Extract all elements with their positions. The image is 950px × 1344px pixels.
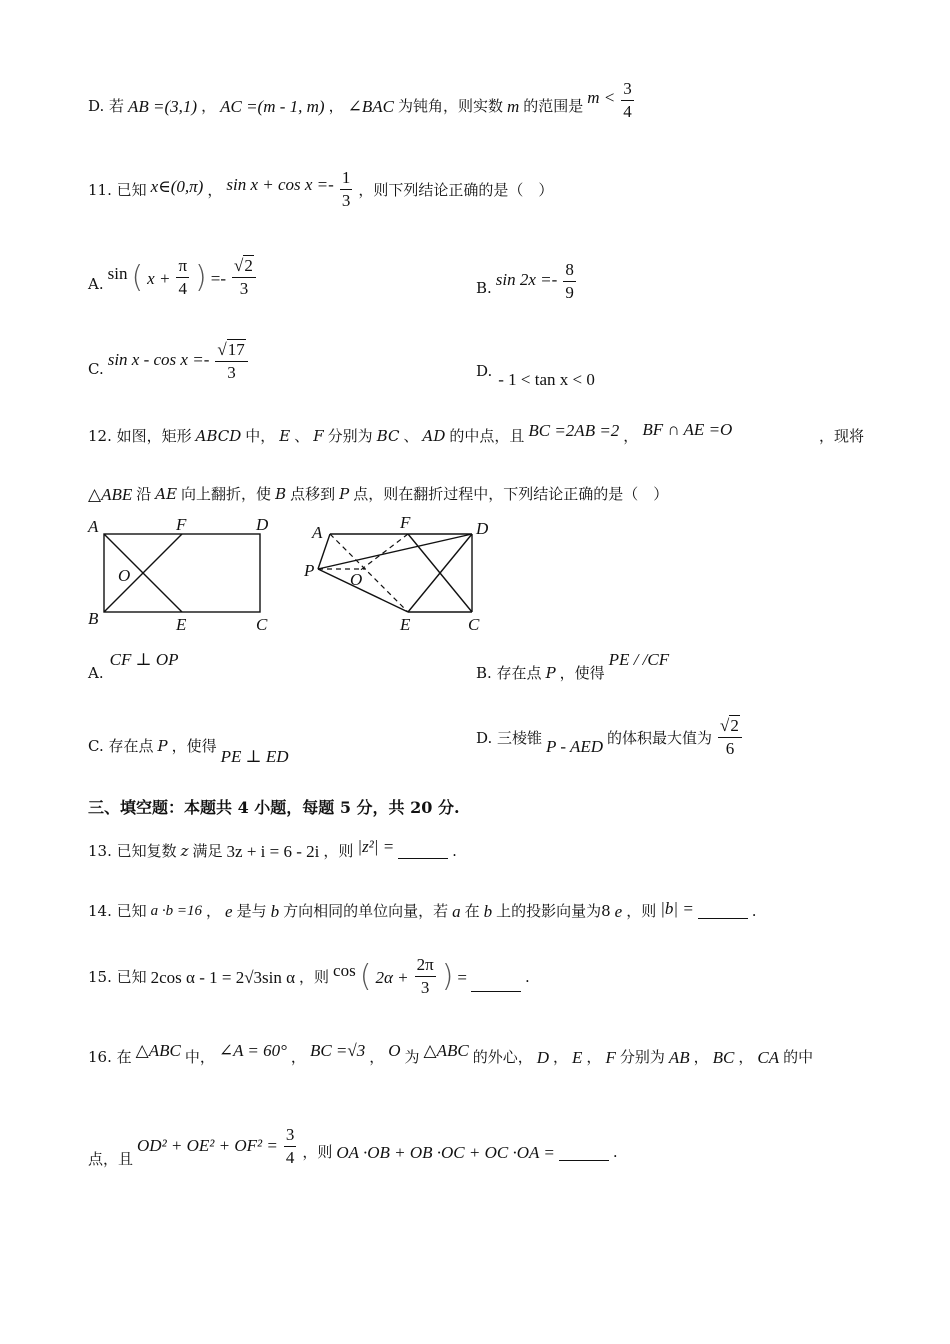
q12-option-c (88, 730, 289, 766)
q12c-p: P (157, 736, 168, 755)
q11c-label: C. (88, 359, 104, 378)
label-a: A (88, 517, 99, 536)
q10d-angle: ∠BAC (347, 96, 394, 116)
q12-figure-folded (300, 512, 500, 638)
q11c-expr: sin x - cos x =- (107, 349, 210, 369)
q16-line2a: 点，且 (88, 1149, 134, 1168)
q15-cos: cos (333, 960, 356, 980)
q15-answer-blank[interactable] (471, 977, 521, 992)
q11-tail: ，则下列结论正确的是（ ） (358, 180, 554, 199)
q14-answer-blank[interactable] (698, 904, 748, 919)
q16-end: . (612, 1142, 618, 1161)
q14-stem: 14. 已知 (88, 901, 147, 920)
q14-then: ，则 (626, 901, 657, 920)
q12-f: F (313, 426, 324, 445)
q14-a: a (452, 901, 461, 921)
q12-eq1: BC =2AB =2 (528, 420, 620, 440)
q11-domain: x∈(0,π) (150, 176, 204, 196)
q16-mid4: 分别为 (619, 1047, 665, 1066)
q10d-ab: AB =(3,1) (128, 96, 198, 116)
q16-ab: AB (668, 1047, 690, 1067)
q10d-ac: AC =(m - 1, m) (220, 96, 325, 116)
q10d-text2: 的范围是 (523, 96, 584, 115)
q12-stem-line1: 12. 如图，矩形 ABCD 中， E 、 F 分别为 BC 、 AD 的中点，且 BC =2AB =2 ， BF ∩ AE =O ，现将 (88, 419, 864, 445)
label-c: C (256, 615, 268, 634)
q13-stem: 13. 已知复数 (88, 841, 177, 860)
q10d-label: D. 若 (88, 96, 125, 115)
q15-equation: 2cos α - 1 = 2√3sin α (150, 967, 296, 987)
q11a-label: A. (88, 274, 104, 293)
label-b: B (88, 609, 99, 628)
q14-end: . (751, 901, 757, 920)
q16-line2 (88, 1120, 618, 1174)
label-c: C (468, 615, 480, 634)
q15-fraction: $\frac{2\pi}{3}$ (416, 955, 434, 997)
q13-equation: 3z + i = 6 - 2i (226, 841, 320, 861)
q12-figure-rectangle (84, 512, 284, 638)
label-o: O (350, 570, 363, 589)
right-paren: ) (195, 260, 207, 295)
q16-e: E (572, 1047, 583, 1067)
left-paren: ( (131, 260, 144, 295)
q13-abs: |z²| = (357, 836, 395, 856)
q16-bc: BC =√3 (309, 1040, 366, 1060)
q16-line1: 16. 在 △ABC 中， ∠A = 60° ， BC =√3 ， O 为 △ABC 的外心， D ， E ， F 分别为 AB ， BC ， CA 的中 (88, 1040, 814, 1067)
q12d-fraction: $\frac{√2}{6}$ (718, 717, 742, 758)
q12b-expr: PE / /CF (608, 649, 670, 669)
q12-bc: BC (376, 426, 400, 445)
q16-triangle: △ABC (135, 1040, 181, 1060)
label-f: F (400, 513, 411, 532)
label-p: P (304, 561, 315, 580)
q11a-pi-fraction: $\frac{\pi}{4}$ (178, 256, 188, 298)
q12d-label: D. 三棱锥 (476, 728, 543, 747)
label-a: A (312, 523, 323, 542)
q11a-inner: x + (147, 268, 171, 288)
q12-ad: AD (422, 426, 446, 445)
q14-e: e (225, 901, 233, 921)
q14-b2: b (483, 901, 493, 921)
q14-e2: e (614, 901, 623, 921)
q12c-mid: ，使得 (171, 736, 217, 755)
q12-eq2: BF ∩ AE =O (642, 419, 733, 439)
q15-end: . (525, 967, 530, 986)
q12c-label: C. 存在点 (88, 736, 154, 755)
right-paren: ) (441, 959, 454, 994)
q16-triangle2: △ABC (423, 1040, 469, 1060)
q12d-expr: P - AED (546, 736, 604, 756)
label-e: E (400, 615, 411, 634)
q11-option-c (88, 336, 250, 388)
q12-stem3: 分别为 (327, 426, 373, 445)
q14-mid3: 在 (464, 901, 480, 920)
label-e: E (176, 615, 187, 634)
q10d-fraction: $\frac{3}{4}$ (623, 79, 632, 121)
q16-f: F (605, 1047, 616, 1067)
q11a-sin: sin (107, 263, 128, 283)
q16-fraction: $\frac{3}{4}$ (285, 1125, 295, 1167)
q11-stem-text: 11. 已知 (88, 180, 147, 199)
q16-mid5: 的中 (783, 1047, 814, 1066)
q12b-mid: ，使得 (559, 663, 605, 682)
q11-option-b (476, 256, 578, 308)
q16-then: ，则 (302, 1142, 333, 1161)
q16-answer-blank[interactable] (559, 1146, 609, 1161)
q16-d: D (536, 1047, 550, 1067)
q12-e: E (279, 426, 291, 445)
q10d-ineq: m < (587, 87, 616, 107)
q15-eq2: = (457, 967, 467, 987)
q12-line2e: 点，则在翻折过程中，下列结论正确的是（ ） (353, 484, 669, 503)
q12-b: B (275, 484, 287, 503)
q14-abs: |b| = (660, 898, 694, 918)
q12d-mid: 的体积最大值为 (607, 728, 713, 747)
q16-bc2: BC (712, 1047, 735, 1067)
q11-option-a (88, 252, 258, 304)
q16-mid1: 中， (184, 1047, 215, 1066)
q12-triangle: △ABE (88, 484, 133, 504)
label-d: D (476, 519, 489, 538)
q13-mid: 满足 (192, 841, 223, 860)
q12-ae: AE (155, 484, 178, 503)
q16-mid3: 的外心， (472, 1047, 533, 1066)
q14-mid1: 是与 (236, 901, 267, 920)
q11b-fraction: $\frac{8}{9}$ (565, 260, 574, 302)
q13-answer-blank[interactable] (398, 844, 448, 859)
q12-stem5: ，现将 (818, 426, 864, 445)
q11d-label: D. (476, 361, 493, 380)
q12c-expr: PE ⊥ ED (220, 746, 289, 766)
segment-pd (318, 534, 472, 569)
q11-stem: 11. 已知 x∈(0,π) ， sin x + cos x =- $\frac{1}{3}$ ，则下列结论正确的是（ ） (88, 168, 554, 210)
q15-stem: 15. 已知 (88, 967, 147, 986)
q14-mid4: 上的投影向量为8 (496, 901, 611, 920)
segment-fo-dashed (358, 534, 408, 572)
q12-option-b (476, 648, 669, 684)
q12-line2d: 点移到 (290, 484, 336, 503)
q11d-expr: - 1 < tan x < 0 (498, 369, 595, 389)
section3-title: 三、填空题：本题共 4 小题，每题 5 分，共 20 分. (88, 798, 460, 817)
q14-dot: a ·b =16 (150, 902, 202, 919)
q10d-text1: 为钝角，则实数 (397, 96, 503, 115)
label-d: D (256, 515, 269, 534)
q12-option-d (476, 710, 744, 766)
q10d-m: m (506, 96, 520, 116)
q11-condition: sin x + cos x =- (226, 174, 334, 194)
q15 (88, 950, 530, 1004)
q11b-label: B. (476, 278, 492, 297)
q13 (88, 836, 457, 866)
q16-o: O (388, 1040, 401, 1060)
q16-angle: ∠A = 60° (218, 1040, 287, 1060)
q11b-expr: sin 2x =- (495, 269, 558, 289)
q12-stem1: 12. 如图，矩形 (88, 426, 192, 445)
q15-then: ，则 (299, 967, 330, 986)
q14-mid2: 方向相同的单位向量，若 (283, 901, 449, 920)
q13-end: . (452, 841, 457, 860)
q16-sum: OD² + OE² + OF² = (137, 1135, 278, 1155)
q14: 14. 已知 a ·b =16 ， e 是与 b 方向相同的单位向量，若 a 在 b 上的投影向量为8 e ，则 |b| = . (88, 898, 757, 921)
q16-stem: 16. 在 (88, 1047, 132, 1066)
q15-inner: 2α + (375, 967, 409, 987)
q12-option-a (88, 648, 178, 684)
q12b-p: P (545, 663, 556, 682)
q12-stem4: 的中点，且 (449, 426, 525, 445)
q11-fraction: $\frac{1}{3}$ (341, 168, 351, 210)
q16-mid2: 为 (404, 1047, 420, 1066)
label-o: O (118, 566, 131, 585)
q12a-label: A. (88, 663, 104, 682)
q10-option-d: D. 若 AB =(3,1) ， AC =(m - 1, m) ， ∠BAC 为钝角，则实数 m 的范围是 m < $\frac{3}{4}$ (88, 79, 632, 121)
q11-option-d (476, 361, 595, 389)
q16-ca: CA (757, 1047, 780, 1067)
q12-p: P (339, 484, 350, 503)
q11c-fraction: $\frac{√17}{3}$ (215, 341, 247, 382)
segment-pe (318, 569, 408, 612)
q11a-eq: =- (210, 268, 227, 288)
q13-then: ，则 (323, 841, 354, 860)
q11a-fraction: $\frac{√2}{3}$ (232, 257, 256, 298)
q12-stem-line2 (88, 482, 668, 506)
q12-abcd: ABCD (195, 426, 242, 445)
label-f: F (176, 515, 187, 534)
q12-stem2: 中， (245, 426, 276, 445)
q12b-label: B. 存在点 (476, 663, 542, 682)
q14-b: b (270, 901, 280, 921)
left-paren: ( (359, 959, 372, 994)
q13-z: z (180, 841, 189, 860)
q12-line2c: 向上翻折，使 (181, 484, 272, 503)
q12-line2b: 沿 (136, 484, 152, 503)
q12a-expr: CF ⊥ OP (109, 649, 179, 669)
segment-ae-dashed (330, 534, 408, 612)
q16-expr: OA ·OB + OB ·OC + OC ·OA = (336, 1142, 555, 1162)
